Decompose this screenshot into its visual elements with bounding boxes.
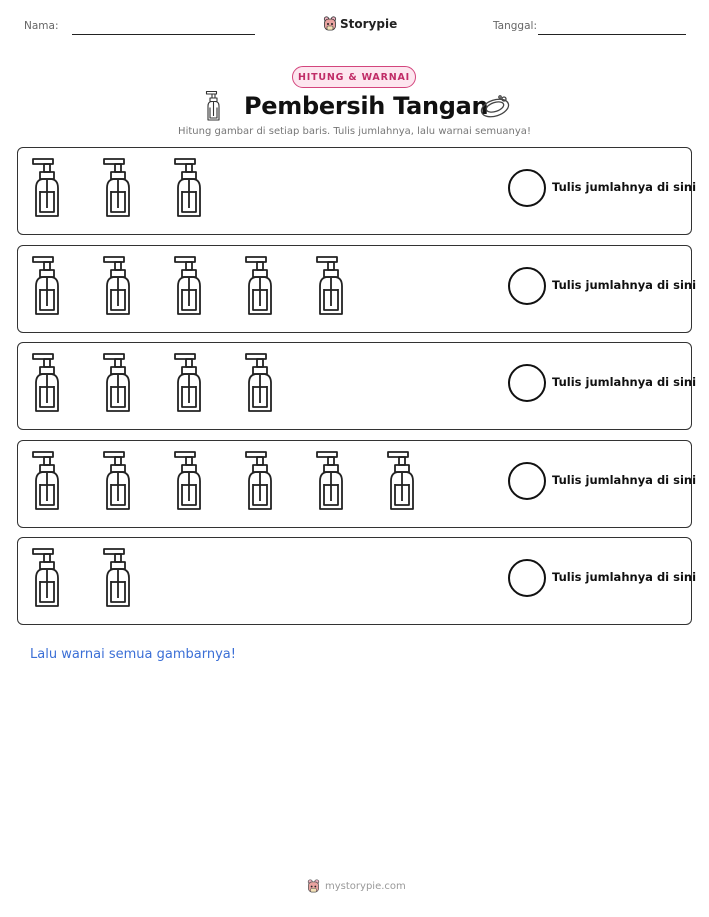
hand-sanitizer-bottle-icon: [100, 254, 134, 318]
hand-sanitizer-bottle-icon: [242, 449, 276, 513]
count-row-2: [17, 245, 697, 333]
date-label: Tanggal:: [493, 20, 537, 32]
hand-sanitizer-bottle-icon: [171, 156, 205, 220]
hand-sanitizer-bottle-icon: [29, 449, 63, 513]
hand-sanitizer-bottle-icon: [204, 90, 222, 122]
footer-url: mystorypie.com: [325, 881, 406, 892]
brand: [323, 14, 397, 34]
hand-sanitizer-bottle-icon: [29, 351, 63, 415]
brand-name: Storypie: [340, 17, 398, 31]
hand-sanitizer-bottle-icon: [171, 351, 205, 415]
soap-bar-icon: [479, 94, 511, 120]
count-row-4: [17, 440, 697, 528]
answer-prompt: Tulis jumlahnya di sini: [552, 278, 697, 292]
instructions-subtitle: Hitung gambar di setiap baris. Tulis jumlahnya, lalu warnai semuanya!: [178, 126, 531, 137]
answer-circle[interactable]: [508, 364, 546, 402]
hand-sanitizer-bottle-icon: [313, 449, 347, 513]
category-badge: HITUNG & WARNAI: [292, 66, 416, 88]
storypie-logo-icon: [323, 16, 337, 32]
hand-sanitizer-bottle-icon: [100, 449, 134, 513]
hand-sanitizer-bottle-icon: [384, 449, 418, 513]
page-title: Pembersih Tangan: [244, 92, 489, 120]
hand-sanitizer-bottle-icon: [29, 254, 63, 318]
title-row: [0, 90, 709, 126]
footer: [307, 879, 406, 894]
answer-prompt: Tulis jumlahnya di sini: [552, 180, 697, 194]
count-row-3: [17, 342, 697, 430]
answer-circle[interactable]: [508, 169, 546, 207]
answer-prompt: Tulis jumlahnya di sini: [552, 375, 697, 389]
hand-sanitizer-bottle-icon: [100, 351, 134, 415]
worksheet-header: [0, 14, 709, 38]
date-line: [538, 34, 686, 35]
storypie-logo-icon: [307, 879, 320, 894]
hand-sanitizer-bottle-icon: [171, 254, 205, 318]
hand-sanitizer-bottle-icon: [242, 254, 276, 318]
hand-sanitizer-bottle-icon: [100, 546, 134, 610]
answer-prompt: Tulis jumlahnya di sini: [552, 473, 697, 487]
hand-sanitizer-bottle-icon: [171, 449, 205, 513]
hand-sanitizer-bottle-icon: [29, 156, 63, 220]
count-row-5: [17, 537, 697, 625]
coloring-instruction: Lalu warnai semua gambarnya!: [30, 647, 236, 662]
name-line: [72, 34, 255, 35]
count-row-1: [17, 147, 697, 235]
answer-circle[interactable]: [508, 267, 546, 305]
hand-sanitizer-bottle-icon: [100, 156, 134, 220]
answer-prompt: Tulis jumlahnya di sini: [552, 570, 697, 584]
name-label: Nama:: [24, 20, 59, 32]
answer-circle[interactable]: [508, 559, 546, 597]
answer-circle[interactable]: [508, 462, 546, 500]
hand-sanitizer-bottle-icon: [313, 254, 347, 318]
hand-sanitizer-bottle-icon: [29, 546, 63, 610]
hand-sanitizer-bottle-icon: [242, 351, 276, 415]
